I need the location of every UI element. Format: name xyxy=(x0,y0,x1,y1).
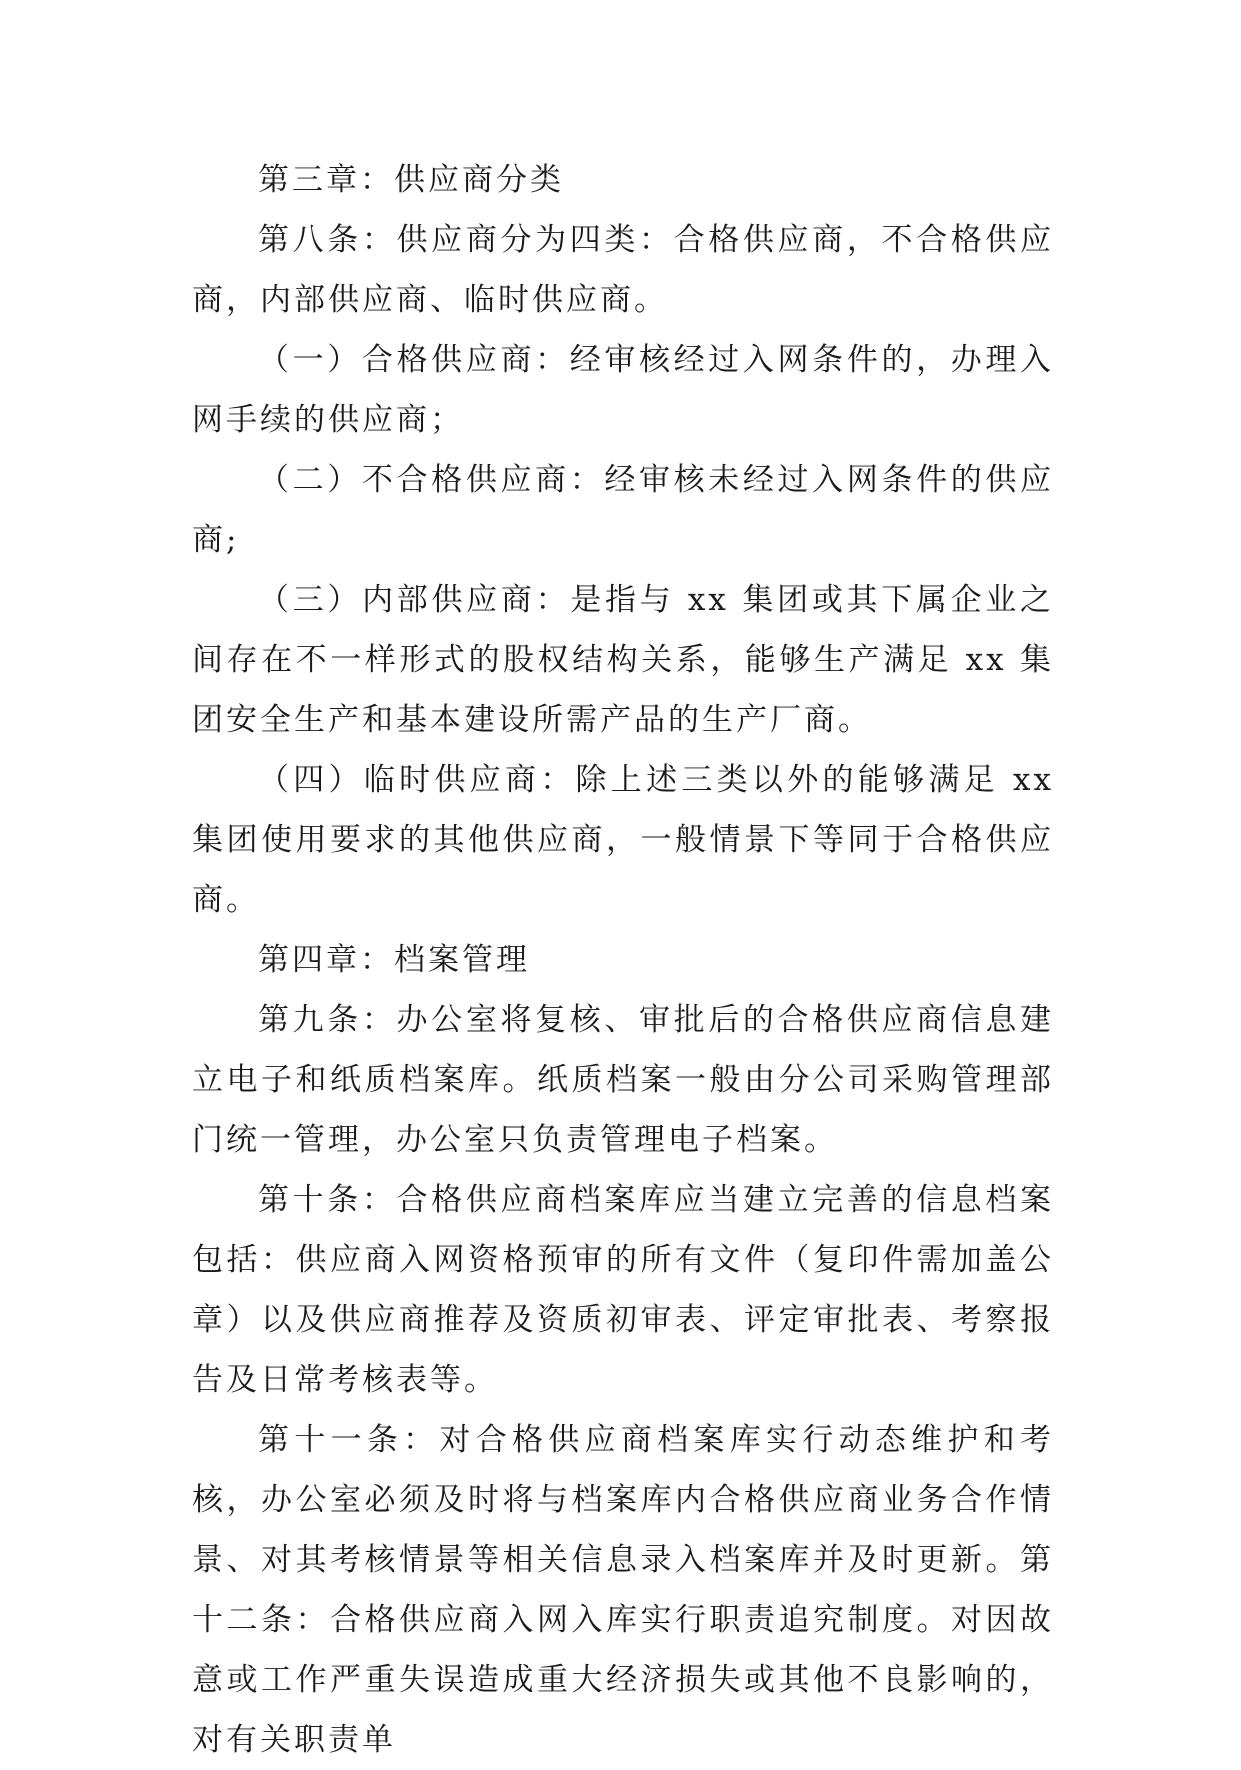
article-8-item-1: （一）合格供应商：经审核经过入网条件的，办理入网手续的供应商； xyxy=(192,342,1054,438)
article-8-item-2: （二）不合格供应商：经审核未经过入网条件的供应商; xyxy=(192,462,1054,558)
article-8-item-4: （四）临时供应商：除上述三类以外的能够满足 xx 集团使用要求的其他供应商，一般情景下等同于合格供应商。 xyxy=(192,762,1054,918)
article-9: 第九条：办公室将复核、审批后的合格供应商信息建立电子和纸质档案库。纸质档案一般由分公司采购管理部门统一管理，办公室只负责管理电子档案。 xyxy=(192,1002,1054,1158)
article-8-item-3: （三）内部供应商：是指与 xx 集团或其下属企业之间存在不一样形式的股权结构关系，能够生产满足 xx 集团安全生产和基本建设所需产品的生产厂商。 xyxy=(192,582,1054,738)
chapter-4-heading: 第四章：档案管理 xyxy=(258,942,530,978)
article-8: 第八条：供应商分为四类：合格供应商，不合格供应商，内部供应商、临时供应商。 xyxy=(192,222,1054,318)
article-11-12: 第十一条：对合格供应商档案库实行动态维护和考核，办公室必须及时将与档案库内合格供应商业务合作情景、对其考核情景等相关信息录入档案库并及时更新。第十二条：合格供应商入网入库实行职责追究制度。对因故意或工作严重失误造成重大经济损失或其他不良影响的，对有关职责单 xyxy=(192,1422,1054,1758)
chapter-3-heading: 第三章：供应商分类 xyxy=(258,162,564,198)
article-10: 第十条：合格供应商档案库应当建立完善的信息档案包括：供应商入网资格预审的所有文件（复印件需加盖公章）以及供应商推荐及资质初审表、评定审批表、考察报告及日常考核表等。 xyxy=(192,1182,1054,1398)
document-body xyxy=(192,150,1054,1770)
